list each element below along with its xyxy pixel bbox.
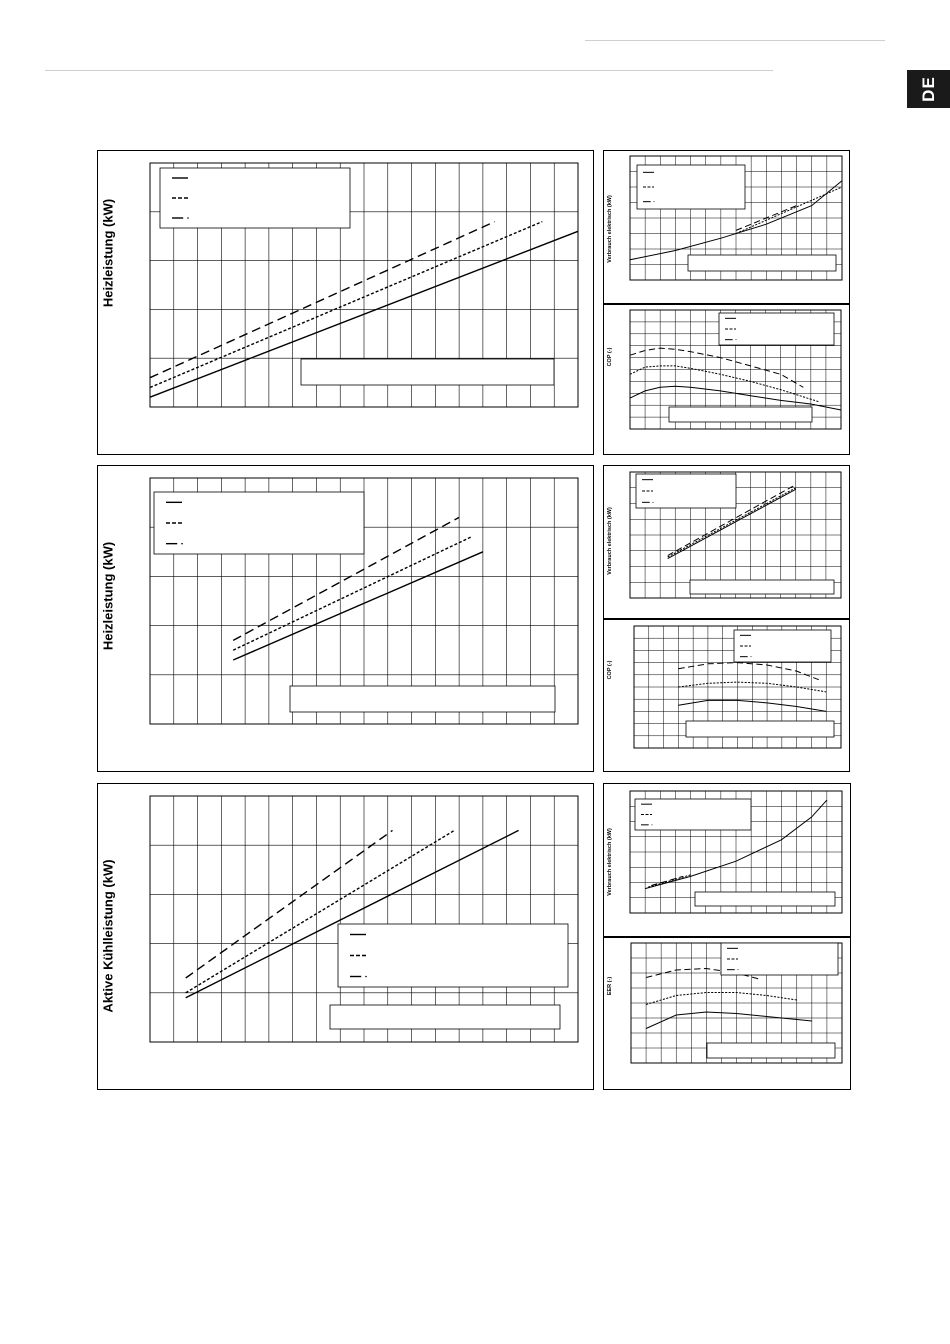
cooling-power-panel xyxy=(603,783,851,937)
series-line-series-2 xyxy=(648,875,690,887)
legend-box xyxy=(719,313,834,345)
heating-1-capacity-panel xyxy=(97,150,594,455)
heating-2-power-chart xyxy=(604,466,851,620)
heating-2-capacity-panel xyxy=(97,465,594,772)
legend-box xyxy=(734,630,831,662)
info-box xyxy=(707,1043,835,1058)
cooling-capacity-ylabel: Aktive Kühlleistung (kW) xyxy=(100,859,116,1013)
legend-key-dot xyxy=(738,969,739,970)
heating-2-cop-panel xyxy=(603,619,850,772)
legend-box xyxy=(160,168,350,228)
legend-box xyxy=(721,943,838,975)
legend xyxy=(160,168,350,228)
header-rule-top xyxy=(585,40,885,41)
legend-box xyxy=(154,492,364,554)
legend xyxy=(721,943,838,975)
heating-2-capacity-chart xyxy=(98,466,595,773)
heating-2-cop-ylabel: COP (-) xyxy=(607,660,613,680)
info-box xyxy=(290,686,555,712)
legend xyxy=(637,165,745,209)
heating-1-cop-chart xyxy=(604,305,851,456)
cooling-eer-chart xyxy=(604,938,852,1091)
cooling-capacity-chart xyxy=(98,784,595,1091)
legend-key-dot xyxy=(365,976,367,978)
cooling-eer-panel xyxy=(603,937,851,1090)
heating-2-cop-chart xyxy=(604,620,851,773)
info-box xyxy=(330,1005,560,1029)
heating-1-power-panel xyxy=(603,150,850,304)
series-line-series-3 xyxy=(678,663,818,680)
heating-2-power-ylabel: Verbrauch elektrisch (kW) xyxy=(607,507,613,575)
info-box xyxy=(688,255,836,271)
series-line-series-1 xyxy=(646,1012,812,1029)
cooling-eer-ylabel: EER (-) xyxy=(607,976,613,996)
heating-1-power-ylabel: Verbrauch elektrisch (kW) xyxy=(607,195,613,263)
series-line-series-3 xyxy=(651,876,683,885)
legend-key-dot xyxy=(653,502,654,503)
legend xyxy=(635,799,751,830)
header-rule-main xyxy=(45,70,773,71)
heating-1-power-chart xyxy=(604,151,851,305)
info-box xyxy=(690,580,834,594)
heating-1-cop-panel xyxy=(603,304,850,455)
info-box xyxy=(669,407,812,422)
language-tab-label: DE xyxy=(918,76,938,102)
language-tab xyxy=(907,70,950,108)
heating-1-capacity-chart xyxy=(98,151,595,456)
cooling-power-ylabel: Verbrauch elektrisch (kW) xyxy=(607,828,613,896)
legend xyxy=(636,474,736,508)
legend-box xyxy=(338,924,568,987)
legend-key-dot xyxy=(736,339,737,340)
info-box xyxy=(301,359,554,385)
legend-key-dot xyxy=(181,543,183,545)
info-box xyxy=(695,892,835,906)
heating-2-capacity-ylabel: Heizleistung (kW) xyxy=(100,541,116,651)
heating-2-power-panel xyxy=(603,465,850,619)
cooling-capacity-panel xyxy=(97,783,594,1090)
heating-1-cop-ylabel: COP (-) xyxy=(607,347,613,367)
info-box xyxy=(686,721,834,737)
heating-1-capacity-ylabel: Heizleistung (kW) xyxy=(100,198,116,308)
legend xyxy=(719,313,834,345)
series-line-series-3 xyxy=(150,222,495,378)
legend xyxy=(734,630,831,662)
legend xyxy=(154,492,364,554)
legend-box xyxy=(635,799,751,830)
legend-key-dot xyxy=(751,656,752,657)
legend-key-dot xyxy=(654,201,655,202)
series-line-series-2 xyxy=(630,366,818,402)
cooling-power-chart xyxy=(604,784,852,938)
legend-key-dot xyxy=(187,217,189,219)
series-line-series-1 xyxy=(233,552,483,660)
legend xyxy=(338,924,568,987)
series-line-series-2 xyxy=(736,187,842,234)
legend-key-dot xyxy=(652,824,653,825)
